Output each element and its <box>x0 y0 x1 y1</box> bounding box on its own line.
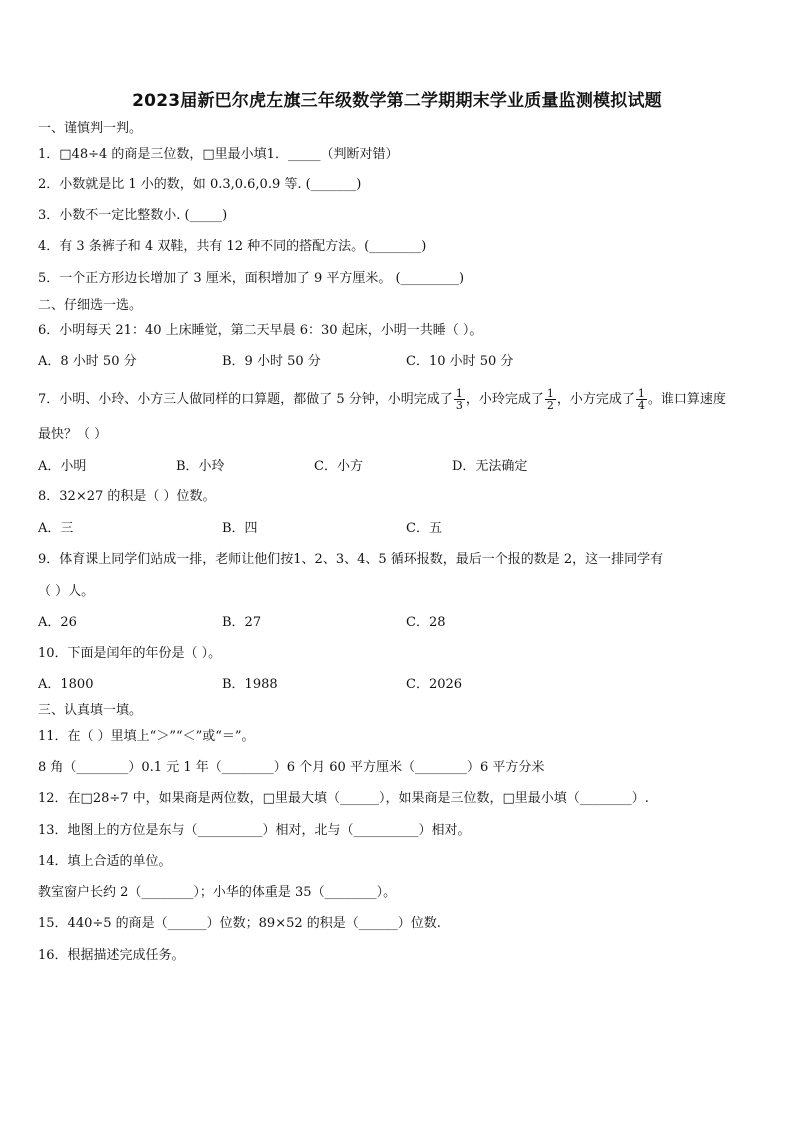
section-heading-2: 二、仔细选一选。 <box>38 298 143 313</box>
question-6-option-a: A．8 小时 50 分 <box>38 354 137 369</box>
question-9-option-b: B．27 <box>222 615 262 630</box>
question-7-option-a: A．小明 <box>38 459 87 474</box>
question-8-option-c: C．五 <box>406 521 442 536</box>
question-7-option-c: C．小方 <box>314 459 363 474</box>
fraction-one-half: $\frac{1}{2}$ <box>546 387 554 412</box>
question-10-option-a: A．1800 <box>38 677 94 692</box>
question-9-option-a: A．26 <box>38 615 77 630</box>
section-heading-1: 一、谨慎判一判。 <box>38 121 143 136</box>
question-12: 12．在□28÷7 中，如果商是两位数，□里最大填（______），如果商是三位数，□里最小填（________）. <box>38 791 649 806</box>
question-16: 16．根据描述完成任务。 <box>38 948 185 963</box>
question-6-option-c: C．10 小时 50 分 <box>406 354 514 369</box>
question-15: 15．440÷5 的商是（______）位数；89×52 的积是（______）位数. <box>38 916 441 931</box>
question-13: 13．地图上的方位是东与（__________）相对，北与（__________）相对。 <box>38 823 471 838</box>
question-7-text-1: 7．小明、小玲、小方三人做同样的口算题，都做了 5 分钟，小明完成了 <box>38 392 453 407</box>
section-heading-3: 三、认真填一填。 <box>38 703 143 718</box>
question-14-stem: 14．填上合适的单位。 <box>38 854 172 869</box>
page-title: 2023届新巴尔虎左旗三年级数学第二学期期末学业质量监测模拟试题 <box>132 91 662 111</box>
question-9-stem-line-2: （ ）人。 <box>38 584 95 599</box>
question-5: 5．一个正方形边长增加了 3 厘米，面积增加了 9 平方厘米。 (_________) <box>38 271 465 286</box>
question-7-option-b: B．小玲 <box>176 459 225 474</box>
question-2: 2．小数就是比 1 小的数，如 0.3,0.6,0.9 等. (_______) <box>38 177 362 192</box>
question-3: 3．小数不一定比整数小. (_____) <box>38 208 228 223</box>
question-7-text-2: ，小玲完成了 <box>465 392 544 407</box>
question-14-items: 教室窗户长约 2（________）；小华的体重是 35（________）。 <box>38 885 397 900</box>
question-7-text-3: ，小方完成了 <box>556 392 635 407</box>
question-7-option-d: D．无法确定 <box>452 459 528 474</box>
question-8-option-a: A．三 <box>38 521 74 536</box>
question-6-stem: 6．小明每天 21：40 上床睡觉，第二天早晨 6：30 起床，小明一共睡（ ）。 <box>38 323 483 338</box>
question-11-stem: 11．在（ ）里填上“＞”“＜”或“＝”。 <box>38 729 255 744</box>
question-7-text-4: 。谁口算速度 <box>647 392 726 407</box>
question-10-stem: 10．下面是闰年的年份是（ ）。 <box>38 646 222 661</box>
question-9-option-c: C．28 <box>406 615 446 630</box>
question-9-stem: 9．体育课上同学们站成一排，老师让他们按1、2、3、4、5 循环报数，最后一个报的数是 2，这一排同学有 <box>38 552 664 567</box>
question-7-stem <box>38 388 726 411</box>
question-7-stem-line-2: 最快？（ ） <box>38 427 108 442</box>
question-11-items: 8 角（________）0.1 元 1 年（________）6 个月 60 平方厘米（________）6 平方分米 <box>38 760 545 775</box>
question-4: 4．有 3 条裤子和 4 双鞋，共有 12 种不同的搭配方法。(________) <box>38 239 427 254</box>
question-10-option-c: C．2026 <box>406 677 463 692</box>
fraction-one-quarter: $\frac{1}{4}$ <box>637 387 645 412</box>
question-10-option-b: B．1988 <box>222 677 278 692</box>
question-1: 1．□48÷4 的商是三位数，□里最小填1．_____（判断对错） <box>38 147 399 162</box>
fraction-one-third: $\frac{1}{3}$ <box>455 387 463 412</box>
question-6-option-b: B．9 小时 50 分 <box>222 354 321 369</box>
question-8-stem: 8．32×27 的积是（ ）位数。 <box>38 489 216 504</box>
question-8-option-b: B．四 <box>222 521 258 536</box>
